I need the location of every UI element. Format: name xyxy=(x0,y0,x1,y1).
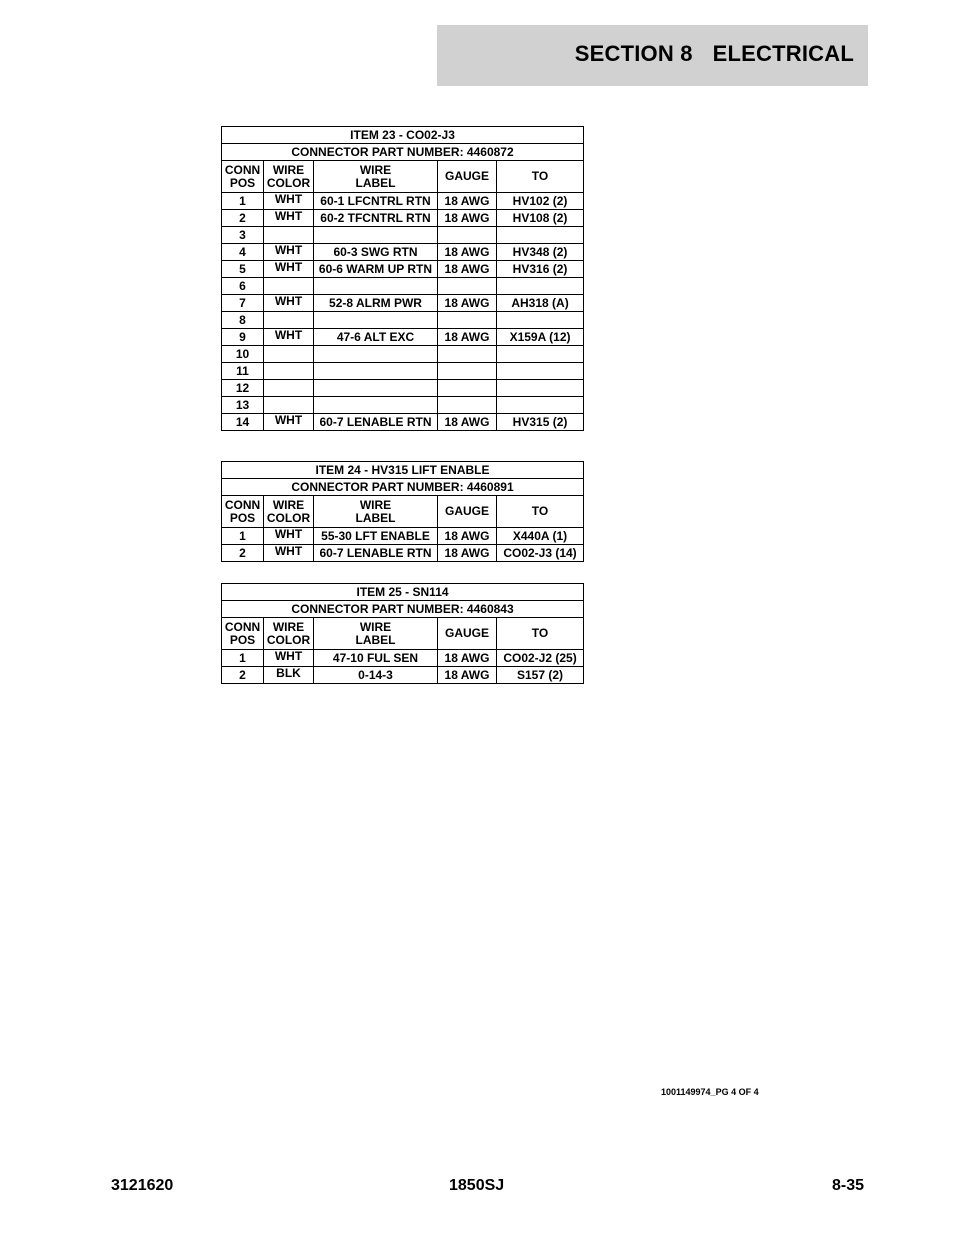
cell-gauge: 18 AWG xyxy=(438,650,497,667)
column-header-line: COLOR xyxy=(266,510,311,525)
column-header-line: WIRE xyxy=(359,497,392,512)
table-row xyxy=(222,650,584,667)
part-number-row xyxy=(222,144,584,161)
column-header-pos xyxy=(222,161,264,193)
cell-label: 52-8 ALRM PWR xyxy=(314,295,438,312)
column-header-line: CONN xyxy=(224,497,261,512)
cell-gauge: 18 AWG xyxy=(438,414,497,431)
cell-to xyxy=(497,380,584,397)
cell-color: WHT xyxy=(264,329,314,346)
cell-color: WHT xyxy=(264,210,314,227)
document-reference: 1001149974_PG 4 OF 4 xyxy=(661,1087,759,1097)
cell-gauge: 18 AWG xyxy=(438,667,497,684)
table-title-row xyxy=(222,127,584,144)
cell-label xyxy=(314,363,438,380)
column-header-gauge: GAUGE xyxy=(438,618,497,650)
cell-gauge xyxy=(438,278,497,295)
column-header-line: WIRE xyxy=(272,497,305,512)
cell-pos: 2 xyxy=(222,667,264,684)
column-header-line: CONN xyxy=(224,162,261,177)
cell-to xyxy=(497,312,584,329)
cell-pos: 1 xyxy=(222,650,264,667)
table-row xyxy=(222,244,584,261)
cell-label xyxy=(314,397,438,414)
table-row xyxy=(222,278,584,295)
cell-pos: 11 xyxy=(222,363,264,380)
cell-label xyxy=(314,380,438,397)
table-row xyxy=(222,667,584,684)
cell-to: HV102 (2) xyxy=(497,193,584,210)
column-header-line: WIRE xyxy=(272,162,305,177)
cell-label: 60-1 LFCNTRL RTN xyxy=(314,193,438,210)
cell-pos: 5 xyxy=(222,261,264,278)
connector-table-item-24 xyxy=(221,461,584,562)
cell-to xyxy=(497,397,584,414)
cell-color xyxy=(264,312,314,329)
cell-color: WHT xyxy=(264,261,314,278)
table-row xyxy=(222,227,584,244)
cell-label xyxy=(314,346,438,363)
table-row xyxy=(222,193,584,210)
table-row xyxy=(222,363,584,380)
column-header-line: COLOR xyxy=(266,175,311,190)
column-header-to: TO xyxy=(497,161,584,193)
cell-label: 0-14-3 xyxy=(314,667,438,684)
column-header-row xyxy=(222,618,584,650)
cell-color xyxy=(264,278,314,295)
cell-color: WHT xyxy=(264,193,314,210)
cell-pos: 8 xyxy=(222,312,264,329)
column-header-color xyxy=(264,161,314,193)
column-header-row xyxy=(222,496,584,528)
section-number: SECTION 8 xyxy=(574,41,693,66)
cell-color: WHT xyxy=(264,295,314,312)
column-header-label xyxy=(314,161,438,193)
section-title xyxy=(575,41,854,67)
cell-label: 60-7 LENABLE RTN xyxy=(314,545,438,562)
column-header-line: LABEL xyxy=(355,510,396,525)
column-header-color xyxy=(264,618,314,650)
column-header-pos xyxy=(222,618,264,650)
connector-part-number: CONNECTOR PART NUMBER: 4460891 xyxy=(222,479,584,496)
part-number-row xyxy=(222,601,584,618)
cell-to xyxy=(497,278,584,295)
cell-gauge: 18 AWG xyxy=(438,261,497,278)
cell-gauge xyxy=(438,346,497,363)
cell-pos: 4 xyxy=(222,244,264,261)
table-row xyxy=(222,380,584,397)
cell-pos: 1 xyxy=(222,193,264,210)
cell-label xyxy=(314,312,438,329)
cell-pos: 3 xyxy=(222,227,264,244)
cell-pos: 13 xyxy=(222,397,264,414)
cell-label: 47-10 FUL SEN xyxy=(314,650,438,667)
cell-color: WHT xyxy=(264,650,314,667)
table-row xyxy=(222,261,584,278)
cell-to: HV108 (2) xyxy=(497,210,584,227)
cell-to: X440A (1) xyxy=(497,528,584,545)
cell-pos: 2 xyxy=(222,545,264,562)
cell-gauge: 18 AWG xyxy=(438,545,497,562)
cell-gauge: 18 AWG xyxy=(438,244,497,261)
column-header-to: TO xyxy=(497,618,584,650)
cell-gauge: 18 AWG xyxy=(438,210,497,227)
cell-to: HV315 (2) xyxy=(497,414,584,431)
cell-to: CO02-J3 (14) xyxy=(497,545,584,562)
column-header-line: POS xyxy=(229,632,256,647)
column-header-line: WIRE xyxy=(272,619,305,634)
table-title: ITEM 25 - SN114 xyxy=(222,584,584,601)
column-header-gauge: GAUGE xyxy=(438,496,497,528)
column-header-line: LABEL xyxy=(355,632,396,647)
cell-label xyxy=(314,278,438,295)
column-header-line: WIRE xyxy=(359,619,392,634)
cell-to: AH318 (A) xyxy=(497,295,584,312)
cell-gauge xyxy=(438,227,497,244)
table-row xyxy=(222,346,584,363)
cell-color: WHT xyxy=(264,244,314,261)
column-header-gauge: GAUGE xyxy=(438,161,497,193)
cell-color: WHT xyxy=(264,414,314,431)
cell-label: 60-3 SWG RTN xyxy=(314,244,438,261)
column-header-line: LABEL xyxy=(355,175,396,190)
column-header-row xyxy=(222,161,584,193)
cell-gauge xyxy=(438,312,497,329)
cell-gauge xyxy=(438,380,497,397)
cell-pos: 10 xyxy=(222,346,264,363)
cell-label: 60-6 WARM UP RTN xyxy=(314,261,438,278)
part-number-row xyxy=(222,479,584,496)
column-header-line: WIRE xyxy=(359,162,392,177)
column-header-line: POS xyxy=(229,510,256,525)
cell-pos: 9 xyxy=(222,329,264,346)
column-header-color xyxy=(264,496,314,528)
cell-pos: 7 xyxy=(222,295,264,312)
cell-color: WHT xyxy=(264,545,314,562)
connector-part-number: CONNECTOR PART NUMBER: 4460872 xyxy=(222,144,584,161)
column-header-pos xyxy=(222,496,264,528)
table-row xyxy=(222,545,584,562)
cell-label: 47-6 ALT EXC xyxy=(314,329,438,346)
cell-to xyxy=(497,227,584,244)
table-row xyxy=(222,329,584,346)
cell-color: BLK xyxy=(264,667,314,684)
cell-gauge: 18 AWG xyxy=(438,528,497,545)
cell-gauge: 18 AWG xyxy=(438,329,497,346)
table-row xyxy=(222,295,584,312)
cell-pos: 14 xyxy=(222,414,264,431)
column-header-line: POS xyxy=(229,175,256,190)
cell-gauge: 18 AWG xyxy=(438,193,497,210)
cell-color xyxy=(264,380,314,397)
table-title: ITEM 23 - CO02-J3 xyxy=(222,127,584,144)
footer-manual-number: 3121620 xyxy=(111,1177,174,1194)
column-header-line: COLOR xyxy=(266,632,311,647)
connector-table-item-23 xyxy=(221,126,584,431)
table-row xyxy=(222,397,584,414)
cell-gauge: 18 AWG xyxy=(438,295,497,312)
table-row xyxy=(222,210,584,227)
cell-label: 60-2 TFCNTRL RTN xyxy=(314,210,438,227)
cell-to xyxy=(497,346,584,363)
table-row xyxy=(222,414,584,431)
cell-pos: 2 xyxy=(222,210,264,227)
cell-color xyxy=(264,363,314,380)
cell-label: 60-7 LENABLE RTN xyxy=(314,414,438,431)
cell-to: HV316 (2) xyxy=(497,261,584,278)
cell-pos: 6 xyxy=(222,278,264,295)
cell-pos: 12 xyxy=(222,380,264,397)
cell-pos: 1 xyxy=(222,528,264,545)
connector-part-number: CONNECTOR PART NUMBER: 4460843 xyxy=(222,601,584,618)
table-title-row xyxy=(222,462,584,479)
cell-to: HV348 (2) xyxy=(497,244,584,261)
column-header-to: TO xyxy=(497,496,584,528)
cell-label xyxy=(314,227,438,244)
footer-model: 1850SJ xyxy=(449,1177,505,1194)
cell-to xyxy=(497,363,584,380)
table-title: ITEM 24 - HV315 LIFT ENABLE xyxy=(222,462,584,479)
table-title-row xyxy=(222,584,584,601)
column-header-line: CONN xyxy=(224,619,261,634)
footer-page-number: 8-35 xyxy=(832,1177,865,1194)
cell-color xyxy=(264,397,314,414)
table-row xyxy=(222,312,584,329)
cell-gauge xyxy=(438,363,497,380)
cell-color xyxy=(264,227,314,244)
section-header-band xyxy=(437,25,868,86)
column-header-label xyxy=(314,496,438,528)
cell-color xyxy=(264,346,314,363)
cell-color: WHT xyxy=(264,528,314,545)
cell-gauge xyxy=(438,397,497,414)
section-name: ELECTRICAL xyxy=(712,41,854,66)
cell-to: X159A (12) xyxy=(497,329,584,346)
connector-table-item-25 xyxy=(221,583,584,684)
cell-to: CO02-J2 (25) xyxy=(497,650,584,667)
cell-label: 55-30 LFT ENABLE xyxy=(314,528,438,545)
table-row xyxy=(222,528,584,545)
column-header-label xyxy=(314,618,438,650)
cell-to: S157 (2) xyxy=(497,667,584,684)
